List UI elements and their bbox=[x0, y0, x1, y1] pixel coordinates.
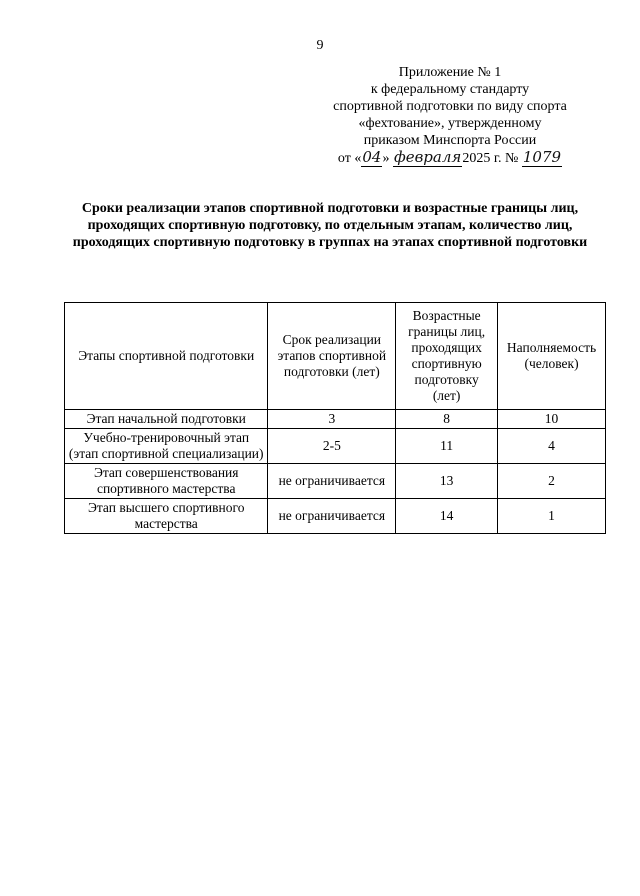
column-header-group-size: Наполняемость (человек) bbox=[498, 303, 606, 410]
cell-stage: Этап начальной подготовки bbox=[65, 410, 268, 429]
column-header-age-limits: Возрастные границы лиц, проходящих спортивную подготовку (лет) bbox=[396, 303, 498, 410]
handwritten-month: февраля bbox=[393, 148, 462, 166]
appendix-line-4: «фехтование», утвержденному bbox=[358, 116, 542, 131]
table-row bbox=[65, 410, 606, 429]
cell-age: 13 bbox=[396, 464, 498, 499]
date-mid: » bbox=[382, 151, 390, 166]
order-date-line bbox=[300, 149, 600, 167]
column-header-stages: Этапы спортивной подготовки bbox=[65, 303, 268, 410]
table-row bbox=[65, 464, 606, 499]
table-header-row bbox=[65, 303, 606, 410]
stages-table bbox=[64, 302, 606, 534]
cell-age: 14 bbox=[396, 499, 498, 534]
cell-duration: 2-5 bbox=[268, 429, 396, 464]
appendix-block bbox=[300, 64, 600, 167]
page-number: 9 bbox=[316, 38, 324, 53]
appendix-line-5: приказом Минспорта России bbox=[363, 133, 537, 148]
handwritten-order-number: 1079 bbox=[522, 148, 562, 166]
appendix-line-3: спортивной подготовки по виду спорта bbox=[333, 99, 567, 114]
number-prefix: № bbox=[505, 151, 519, 166]
cell-age: 8 bbox=[396, 410, 498, 429]
cell-duration: не ограничивается bbox=[268, 499, 396, 534]
date-year: 2025 г. bbox=[462, 151, 502, 166]
cell-group-size: 10 bbox=[498, 410, 606, 429]
cell-age: 11 bbox=[396, 429, 498, 464]
cell-stage: Учебно-тренировочный этап (этап спортивной специализации) bbox=[65, 429, 268, 464]
cell-duration: не ограничивается bbox=[268, 464, 396, 499]
document-title: Сроки реализации этапов спортивной подготовки и возрастные границы лиц, проходящих спортивную подготовку, по отдельным этапам, количество лиц, проходящих спортивную подготовку в группах на этапах спортивной подготовки bbox=[72, 201, 588, 250]
table-row bbox=[65, 429, 606, 464]
cell-stage: Этап совершенствования спортивного мастерства bbox=[65, 464, 268, 499]
cell-duration: 3 bbox=[268, 410, 396, 429]
cell-group-size: 4 bbox=[498, 429, 606, 464]
appendix-line-1: Приложение № 1 bbox=[398, 65, 502, 80]
cell-stage: Этап высшего спортивного мастерства bbox=[65, 499, 268, 534]
appendix-line-2: к федеральному стандарту bbox=[370, 82, 530, 97]
cell-group-size: 1 bbox=[498, 499, 606, 534]
column-header-duration: Срок реализации этапов спортивной подготовки (лет) bbox=[268, 303, 396, 410]
table-row bbox=[65, 499, 606, 534]
cell-group-size: 2 bbox=[498, 464, 606, 499]
handwritten-day: 04 bbox=[362, 148, 382, 166]
date-prefix: от « bbox=[337, 151, 362, 166]
